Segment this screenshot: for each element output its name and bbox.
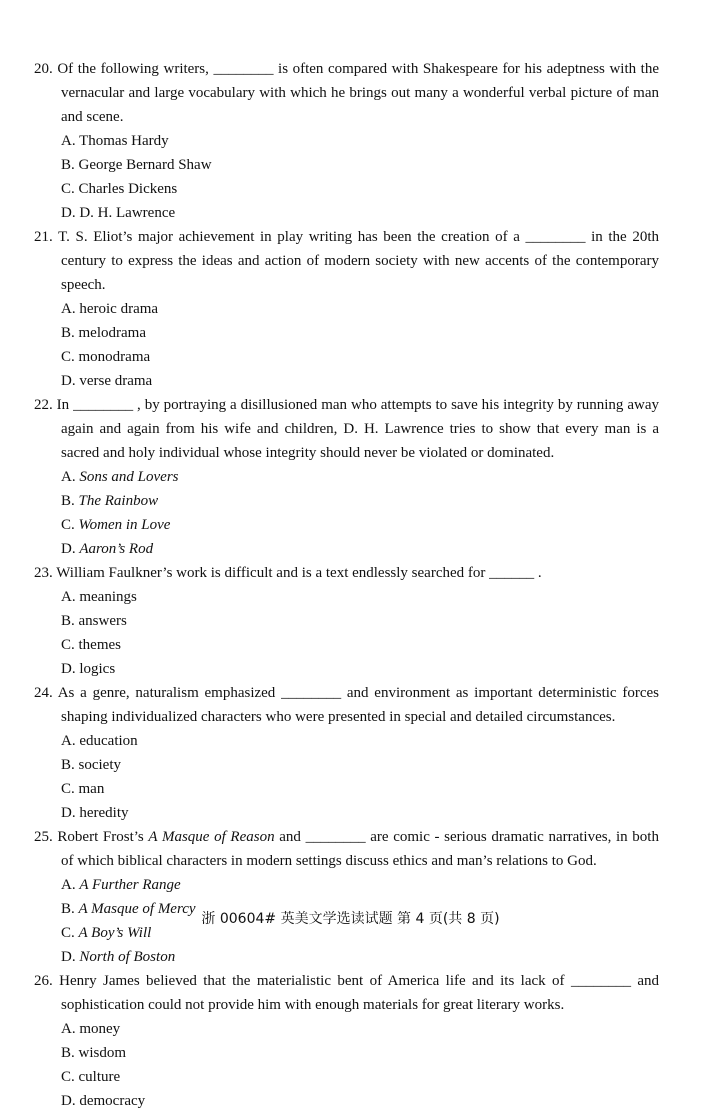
option-d: D. logics	[61, 661, 116, 677]
question-21	[34, 225, 659, 393]
question-number: 24.	[34, 685, 53, 701]
option-d: D. democracy	[61, 1093, 146, 1109]
option-c: C. Charles Dickens	[61, 181, 178, 197]
option-c: C. man	[61, 781, 105, 797]
options	[34, 585, 659, 681]
options	[34, 465, 659, 561]
option-c: C. monodrama	[61, 349, 151, 365]
question-stem: 20. Of the following writers, ________ is often compared with Shakespeare for his adeptness with the vernacular and large vocabulary with which he brings out many a wonderful verbal picture of man and scene.	[34, 61, 659, 125]
question-list	[34, 57, 659, 1113]
option-a: A. Sons and Lovers	[61, 469, 179, 485]
question-number: 25.	[34, 829, 53, 845]
question-20	[34, 57, 659, 225]
options	[34, 1017, 659, 1113]
option-b: B. melodrama	[61, 325, 146, 341]
option-b: B. answers	[61, 613, 127, 629]
options	[34, 297, 659, 393]
option-d: D. North of Boston	[61, 949, 176, 965]
option-a: A. education	[61, 733, 138, 749]
option-d: D. Aaron’s Rod	[61, 541, 154, 557]
book-title: A Masque of Reason	[148, 829, 275, 845]
option-a: A. A Further Range	[61, 877, 181, 893]
question-number: 22.	[34, 397, 53, 413]
page-footer: 浙 00604# 英美文学选读试题 第 4 页(共 8 页)	[201, 911, 500, 927]
option-b: B. society	[61, 757, 122, 773]
answer-blank: ________	[525, 229, 586, 245]
question-number: 26.	[34, 973, 53, 989]
question-stem: 25. Robert Frost’s A Masque of Reason and ________ are comic - serious dramatic narratives, in both of which biblical characters in modern settings discuss ethics and man’s relations to God.	[34, 829, 659, 869]
option-c: C. themes	[61, 637, 122, 653]
option-b: B. A Masque of Mercy	[61, 901, 196, 917]
option-b: B. The Rainbow	[61, 493, 159, 509]
question-23	[34, 561, 659, 681]
options	[34, 129, 659, 225]
answer-blank: ______	[489, 565, 535, 581]
answer-blank: ________	[281, 685, 342, 701]
question-stem: 24. As a genre, naturalism emphasized ________ and environment as important deterministic forces shaping individualized characters who were presented in special and detailed circumstances.	[34, 685, 659, 725]
option-c: C. A Boy’s Will	[61, 925, 152, 941]
option-a: A. Thomas Hardy	[61, 133, 169, 149]
option-d: D. verse drama	[61, 373, 153, 389]
question-stem: 22. In ________ , by portraying a disillusioned man who attempts to save his integrity by running away again and again from his wife and children, D. H. Lawrence tries to show that every man is a sacred and holy individual whose integrity should never be violated or dominated.	[34, 397, 660, 461]
option-d: D. heredity	[61, 805, 129, 821]
answer-blank: ________	[570, 973, 631, 989]
option-a: A. heroic drama	[61, 301, 159, 317]
answer-blank: ________	[73, 397, 134, 413]
question-number: 23.	[34, 565, 53, 581]
options	[34, 729, 659, 825]
option-a: A. money	[61, 1021, 121, 1037]
option-b: B. George Bernard Shaw	[61, 157, 212, 173]
option-b: B. wisdom	[61, 1045, 127, 1061]
option-a: A. meanings	[61, 589, 137, 605]
answer-blank: ________	[213, 61, 274, 77]
option-c: C. Women in Love	[61, 517, 171, 533]
question-22	[34, 393, 659, 561]
question-24	[34, 681, 659, 825]
option-c: C. culture	[61, 1069, 121, 1085]
question-stem: 21. T. S. Eliot’s major achievement in play writing has been the creation of a ________ in the 20th century to express the ideas and action of modern society with new accents of the contemporary speech.	[34, 229, 659, 293]
question-25	[34, 825, 659, 969]
question-stem: 23. William Faulkner’s work is difficult and is a text endlessly searched for ______ .	[34, 565, 542, 581]
question-number: 21.	[34, 229, 53, 245]
question-number: 20.	[34, 61, 53, 77]
question-stem: 26. Henry James believed that the materialistic bent of America life and its lack of ________ and sophistication could not provide him with enough materials for great literary works.	[34, 973, 659, 1013]
option-d: D. D. H. Lawrence	[61, 205, 176, 221]
question-26	[34, 969, 659, 1113]
answer-blank: ________	[305, 829, 366, 845]
